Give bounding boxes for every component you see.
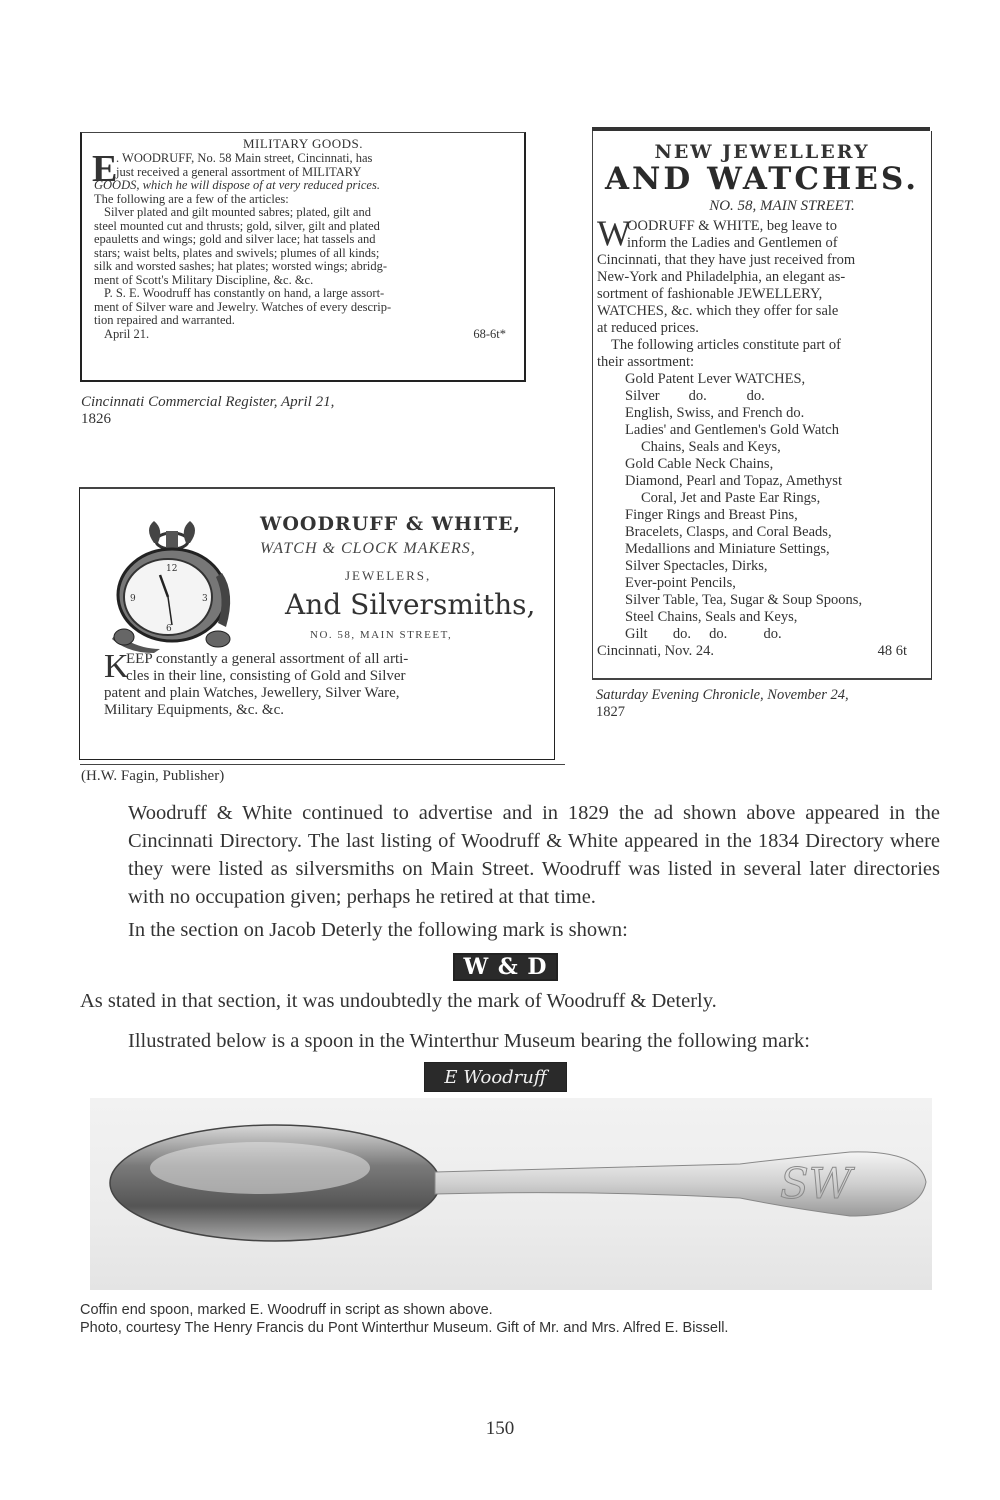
military-ad-caption-line2: 1826 [81, 411, 111, 427]
military-ad-line: ment of Silver ware and Jewelry. Watches of every descrip- [94, 299, 392, 314]
list-item: Silver Spectacles, Dirks, [625, 558, 768, 574]
mark-e-woodruff-label: E Woodruff [444, 1066, 547, 1088]
jewellery-ad-item-list [597, 371, 929, 643]
list-item: Silver do. do. [625, 388, 765, 404]
jewellery-ad-heading: NEW JEWELLERY [654, 141, 870, 163]
body-paragraph-1: Woodruff & White continued to advertise and in 1829 the ad shown above appeared in the Cincinnati Directory. The last listing of Woodruff & White appeared in the 1834 Directory where they were listed as silversmiths on Main Street. Woodruff was listed in several later directories with no occupation given; perhaps he retired at that time. [128, 802, 940, 908]
list-item: Bracelets, Clasps, and Coral Beads, [625, 524, 832, 540]
spoon-caption [80, 1301, 960, 1337]
military-ad-line: stars; waist belts, plates and swivels; plumes of all kinds; [94, 245, 380, 260]
watch-ad-address: NO. 58, MAIN STREET, [310, 629, 453, 641]
watch-ad-credit: (H.W. Fagin, Publisher) [81, 768, 225, 784]
list-item: Medallions and Miniature Settings, [625, 541, 830, 557]
mark-w-and-d [453, 953, 558, 981]
watch-ad-trade: WATCH & CLOCK MAKERS, [260, 540, 476, 557]
military-goods-ad [80, 132, 526, 382]
jewellery-ad-intro-line: WATCHES, &c. which they offer for sale [597, 303, 839, 319]
military-ad-line: . WOODRUFF, No. 58 Main street, Cincinnati, has [116, 151, 373, 165]
spoon-monogram: SW [780, 1159, 852, 1208]
svg-text:3: 3 [202, 594, 208, 604]
military-ad-caption-line1: Cincinnati Commercial Register, April 21, [81, 394, 335, 410]
new-jewellery-ad [592, 131, 932, 680]
jewellery-ad-subheading: AND WATCHES. [605, 161, 919, 197]
body-paragraph-4: Illustrated below is a spoon in the Winterthur Museum bearing the following mark: [128, 1030, 810, 1052]
list-item: Gold Patent Lever WATCHES, [625, 371, 806, 387]
military-ad-heading: MILITARY GOODS. [242, 136, 364, 151]
military-ad-line: P. S. E. Woodruff has constantly on hand, a large assort- [104, 286, 385, 300]
military-ad-line: Silver plated and gilt mounted sabres; plated, gilt and [104, 205, 371, 219]
military-ad-line: ment of Scott's Military Discipline, &c. &c. [94, 272, 314, 287]
jewellery-ad-intro-line: OODRUFF & WHITE, beg leave to [627, 218, 837, 234]
watch-ad-line: patent and plain Watches, Jewellery, Silver Ware, [104, 685, 400, 701]
spoon-caption-line2: Photo, courtesy The Henry Francis du Pont Winterthur Museum. Gift of Mr. and Mrs. Alfred E. Bissell. [80, 1320, 729, 1336]
list-item: Diamond, Pearl and Topaz, Amethyst [625, 473, 842, 489]
list-item: Finger Rings and Breast Pins, [625, 507, 798, 523]
jewellery-ad-caption [596, 687, 936, 721]
jewellery-ad-list-intro: The following articles constitute part of [611, 337, 841, 353]
jewellery-ad-list-intro: their assortment: [597, 354, 695, 370]
jewellery-ad-code: 48 6t [877, 643, 907, 659]
military-ad-dropcap: E [92, 148, 118, 190]
jewellery-ad-intro-line: sortment of fashionable JEWELLERY, [597, 286, 823, 302]
military-ad-date: April 21. [104, 326, 150, 341]
jewellery-ad-place-date: Cincinnati, Nov. 24. [597, 643, 715, 659]
military-ad-line: epauletts and wings; gold and silver lace; hat tassels and [94, 232, 376, 246]
list-item: Gilt do. do. do. [625, 626, 782, 642]
watch-ad-dropcap: K [104, 648, 129, 685]
svg-text:12: 12 [166, 564, 178, 574]
jewellery-ad-caption-line2: 1827 [596, 704, 625, 720]
watch-ad-bottom-rule [80, 764, 565, 765]
watch-ad-silversmiths: And Silversmiths, [285, 588, 536, 621]
military-ad-caption [81, 394, 521, 428]
military-ad-line: tion repaired and warranted. [94, 313, 235, 327]
watch-ad-jewelers: JEWELERS, [345, 568, 432, 583]
watch-ad-line: cles in their line, consisting of Gold and Silver [126, 668, 406, 684]
svg-text:9: 9 [130, 594, 136, 604]
pocket-watch-illustration [110, 513, 242, 653]
page-number: 150 [485, 1418, 515, 1439]
military-ad-line: GOODS, which he will dispose of at very reduced prices. [94, 178, 380, 192]
watch-ad-line: EEP constantly a general assortment of all arti- [126, 651, 409, 667]
spoon-photo [90, 1098, 932, 1290]
body-paragraph-3: As stated in that section, it was undoubtedly the mark of Woodruff & Deterly. [80, 990, 717, 1012]
list-item: Ladies' and Gentlemen's Gold Watch [625, 422, 839, 438]
military-ad-line: The following are a few of the articles: [94, 191, 289, 206]
list-item: Gold Cable Neck Chains, [625, 456, 774, 472]
svg-text:6: 6 [166, 624, 172, 634]
jewellery-ad-dropcap: W [597, 213, 631, 253]
mark-e-woodruff [424, 1062, 567, 1092]
list-item: Steel Chains, Seals and Keys, [625, 609, 798, 625]
mark-w-and-d-label: W & D [463, 954, 548, 980]
list-item: Ever-point Pencils, [625, 575, 736, 591]
jewellery-ad-intro-line: at reduced prices. [597, 320, 699, 336]
jewellery-ad-intro-line: New-York and Philadelphia, an elegant as- [597, 269, 846, 285]
list-item: Silver Table, Tea, Sugar & Soup Spoons, [625, 592, 863, 608]
watch-ad-title: WOODRUFF & WHITE, [260, 513, 522, 535]
list-item: Chains, Seals and Keys, [641, 439, 781, 455]
jewellery-ad-address: NO. 58, MAIN STREET. [709, 198, 855, 214]
spoon-caption-line1: Coffin end spoon, marked E. Woodruff in script as shown above. [80, 1302, 493, 1318]
military-ad-line: silk and worsted sashes; hat plates; worsted wings; abridg- [94, 259, 388, 273]
body-paragraph-2: In the section on Jacob Deterly the following mark is shown: [128, 919, 628, 941]
spoon-illustration [90, 1098, 932, 1290]
list-item: English, Swiss, and French do. [625, 405, 805, 421]
military-ad-line: steel mounted cut and thrusts; gold, silver, gilt and plated [94, 218, 380, 233]
jewellery-ad-intro-line: inform the Ladies and Gentlemen of [627, 235, 838, 251]
military-ad-code: 68-6t* [473, 326, 506, 341]
list-item: Coral, Jet and Paste Ear Rings, [641, 490, 821, 506]
jewellery-ad-intro-line: Cincinnati, that they have just received from [597, 252, 856, 268]
jewellery-ad-caption-line1: Saturday Evening Chronicle, November 24, [596, 687, 849, 703]
military-ad-line: just received a general assortment of MILITARY [116, 164, 362, 179]
watch-ad-line: Military Equipments, &c. &c. [104, 702, 284, 718]
watch-clock-ad [79, 487, 555, 760]
